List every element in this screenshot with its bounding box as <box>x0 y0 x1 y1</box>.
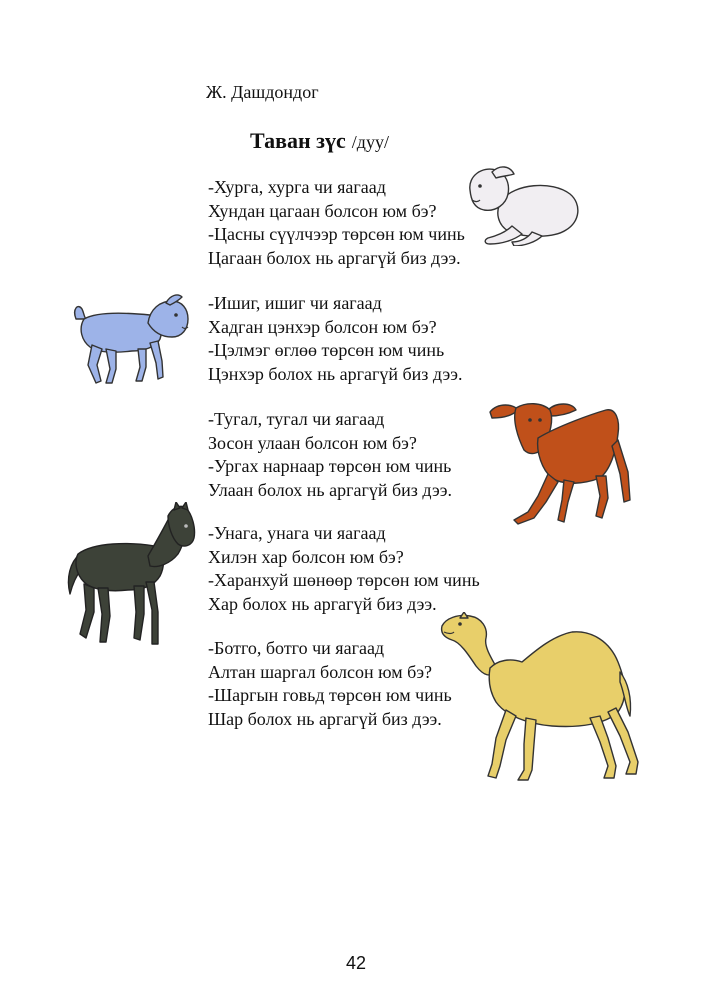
poem-line: Хилэн хар болсон юм бэ? <box>208 546 404 567</box>
poem-line: Цэнхэр болох нь аргагүй биз дээ. <box>208 363 463 384</box>
poem-line: Хундан цагаан болсон юм бэ? <box>208 200 437 221</box>
stanza-2 <box>208 292 462 386</box>
poem-line: -Ботго, ботго чи яагаад <box>208 638 385 658</box>
poem-line: -Тугал, тугал чи яагаад <box>208 409 385 429</box>
poem-line: Хар болох нь аргагүй биз дээ. <box>208 593 437 614</box>
poem-line: -Харанхуй шөнөөр төрсөн юм чинь <box>208 570 480 590</box>
title-subtitle: /дуу/ <box>351 132 389 152</box>
poem-line: -Цэлмэг өглөө төрсөн юм чинь <box>208 340 445 360</box>
author-name: Ж. Дашдондог <box>206 82 319 102</box>
poem-line: -Ургах нарнаар төрсөн юм чинь <box>208 456 452 476</box>
stanza-3 <box>208 408 452 502</box>
poem-line: -Цасны сүүлчээр төрсөн юм чинь <box>208 224 465 244</box>
poem-line: Улаан болох нь аргагүй биз дээ. <box>208 479 452 500</box>
poem-line: -Ишиг, ишиг чи яагаад <box>208 293 382 313</box>
goat-kid-icon <box>70 293 192 387</box>
stanza-5 <box>208 637 452 731</box>
stanza-1 <box>208 176 465 270</box>
poem-line: -Шаргын говьд төрсөн юм чинь <box>208 685 452 705</box>
poem-line: Зосон улаан болсон юм бэ? <box>208 432 417 453</box>
calf-icon <box>488 390 638 530</box>
lamb-icon <box>462 160 584 246</box>
camel-icon <box>440 612 652 784</box>
poem-line: Шар болох нь аргагүй биз дээ. <box>208 708 442 729</box>
poem-line: Хадган цэнхэр болсон юм бэ? <box>208 316 437 337</box>
poem-line: -Унага, унага чи яагаад <box>208 523 386 543</box>
stanza-4 <box>208 522 480 616</box>
poem-line: Цагаан болох нь аргагүй биз дээ. <box>208 247 461 268</box>
poem-line: -Хурга, хурга чи яагаад <box>208 177 386 197</box>
foal-icon <box>60 502 200 650</box>
title-main: Таван зүс <box>250 128 346 153</box>
poem-title <box>250 128 389 154</box>
poem-line: Алтан шаргал болсон юм бэ? <box>208 661 433 682</box>
page-number: 42 <box>345 953 367 973</box>
